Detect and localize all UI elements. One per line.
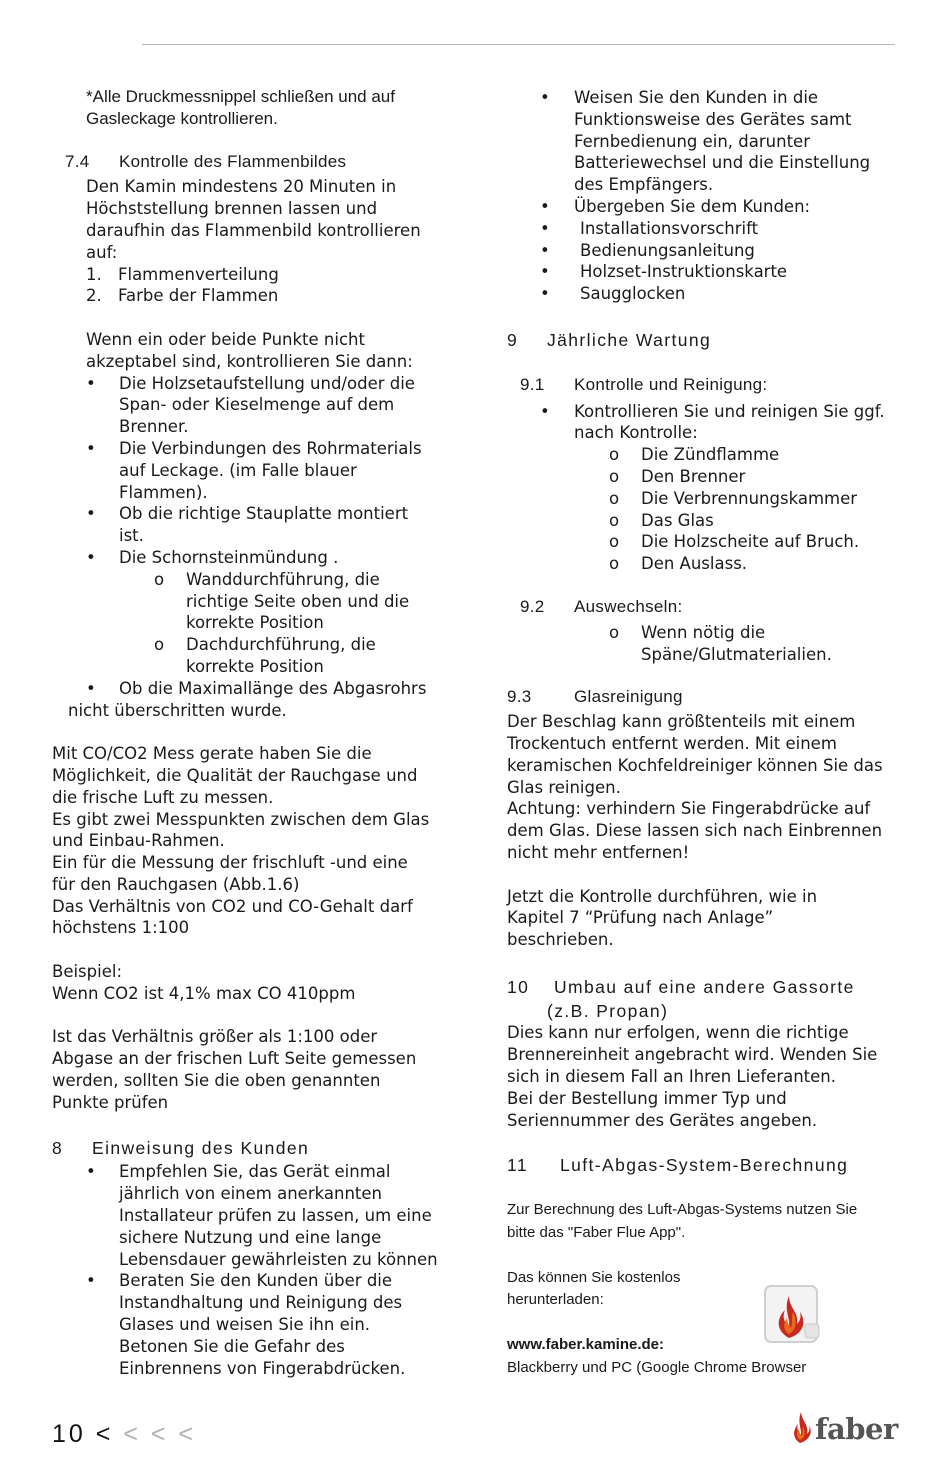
- text-line: Glases und weisen Sie ihn ein.: [119, 1315, 371, 1335]
- text-line: Übergeben Sie dem Kunden:: [574, 196, 811, 216]
- text-line: Den Kamin mindestens 20 Minuten in: [86, 177, 397, 197]
- section-title: Kontrolle des Flammenbildes: [119, 151, 347, 171]
- circle-bullet-icon: o: [609, 622, 620, 642]
- text-line: herunterladen:: [507, 1291, 604, 1309]
- text-line: Flammen).: [119, 482, 208, 502]
- download-paragraph: [507, 1267, 907, 1312]
- website-line: [507, 1334, 907, 1357]
- text-line: Ob die Maximallänge des Abgasrohrs: [119, 678, 427, 698]
- text-line: Abgase an der frischen Luft Seite gemessen: [52, 1049, 417, 1069]
- text-line: Ob die richtige Stauplatte montiert: [119, 504, 409, 524]
- list-item: [86, 438, 452, 503]
- circle-bullet-icon: o: [609, 466, 620, 486]
- s8-bullet-list: [86, 1161, 452, 1379]
- bullet-icon: •: [540, 240, 550, 260]
- text-line: sichere Nutzung und eine lange: [119, 1227, 382, 1247]
- item-number: 2.: [86, 286, 102, 306]
- list-item: [154, 569, 452, 634]
- text-line: Die Holzscheite auf Bruch.: [641, 532, 860, 552]
- text-line: Das Glas: [641, 510, 714, 530]
- text-line: Mit CO/CO2 Mess gerate haben Sie die: [52, 744, 372, 764]
- text-line: Einbrennens von Fingerabdrücken.: [119, 1358, 406, 1378]
- circle-bullet-icon: o: [609, 510, 620, 530]
- gas-conversion-paragraph: [507, 1022, 907, 1131]
- list-item: [86, 373, 452, 438]
- text-line: die frische Luft zu messen.: [52, 787, 274, 807]
- item-number: 1.: [86, 264, 102, 284]
- text-line: nach Kontrolle:: [574, 423, 698, 443]
- section-number: 8: [52, 1137, 64, 1158]
- text-line: sich in diesem Fall an Ihren Lieferanten.: [507, 1067, 836, 1087]
- text-line: jährlich von einem anerkannten: [119, 1184, 382, 1204]
- bullet-icon: •: [540, 218, 550, 238]
- s74-bullet-list: [86, 373, 452, 569]
- customer-bullet-list: [540, 87, 907, 305]
- list-item: [86, 503, 452, 547]
- text-line: Bedienungsanleitung: [580, 240, 755, 260]
- section-title: Umbau auf eine andere Gassorte: [554, 976, 855, 997]
- section-11-heading: [507, 1155, 907, 1177]
- text-line: Installateur prüfen zu lassen, um eine: [119, 1206, 432, 1226]
- bullet-icon: •: [86, 1271, 96, 1291]
- ratio-paragraph: [52, 1026, 452, 1113]
- list-item: [609, 510, 907, 532]
- section-title: Luft-Abgas-System-Berechnung: [560, 1155, 849, 1176]
- text-line: korrekte Position: [186, 613, 324, 633]
- circle-bullet-icon: o: [154, 569, 165, 589]
- text-line: beschrieben.: [507, 930, 614, 950]
- platform-line: Blackberry und PC (Google Chrome Browser: [507, 1358, 807, 1376]
- text-line: höchstens 1:100: [52, 918, 190, 938]
- list-item: [609, 488, 907, 510]
- list-item: [86, 1161, 452, 1270]
- list-item: [540, 283, 907, 305]
- bullet-icon: •: [540, 196, 550, 216]
- text-line: Die Holzsetaufstellung und/oder die: [119, 373, 415, 393]
- list-item: [540, 196, 907, 218]
- text-line: Das können Sie kostenlos: [507, 1268, 681, 1286]
- text-line: Lebensdauer gewährleisten zu können: [119, 1249, 438, 1269]
- faber-logo: [790, 1410, 898, 1448]
- text-line: Batteriewechsel und die Einstellung: [574, 153, 871, 173]
- text-line: Saugglocken: [580, 284, 686, 304]
- section-number: 9.3: [507, 687, 532, 707]
- section-title: Kontrolle und Reinigung:: [574, 374, 768, 394]
- section-number: 7.4: [65, 151, 90, 171]
- text-line: Kapitel 7 “Prüfung nach Anlage”: [507, 908, 774, 928]
- text-line: Späne/Glutmaterialien.: [641, 644, 832, 664]
- list-item: [540, 218, 907, 240]
- text-line: ist.: [119, 526, 144, 546]
- section-9-heading: [507, 330, 907, 352]
- bullet-icon: •: [86, 678, 96, 698]
- text-line: daraufhin das Flammenbild kontrollieren: [86, 220, 421, 240]
- text-line: für den Rauchgasen (Abb.1.6): [52, 874, 300, 894]
- list-item: [540, 401, 907, 445]
- text-line: Möglichkeit, die Qualität der Rauchgase und: [52, 765, 418, 785]
- text-line: korrekte Position: [186, 656, 324, 676]
- section-number: 10: [507, 976, 530, 997]
- ordered-item: [86, 264, 452, 286]
- text-line: Höchststellung brennen lassen und: [86, 199, 378, 219]
- text-line: keramischen Kochfeldreiniger können Sie das: [507, 755, 883, 775]
- list-item: [86, 678, 452, 700]
- text-line: des Empfängers.: [574, 175, 714, 195]
- circle-bullet-icon: o: [154, 635, 165, 655]
- section-title: Auswechseln:: [574, 596, 683, 616]
- glass-cleaning-paragraph: [507, 711, 907, 864]
- s91-bullet-list: [540, 401, 907, 445]
- section-10-heading: [507, 977, 907, 999]
- text-line: Beraten Sie den Kunden über die: [119, 1271, 393, 1291]
- check-paragraph: [507, 886, 907, 951]
- flue-app-paragraph: [507, 1199, 907, 1244]
- section-number: 9: [507, 329, 519, 350]
- text-line: Trockentuch entfernt werden. Mit einem: [507, 733, 837, 753]
- faber-flue-app-icon[interactable]: [759, 1284, 823, 1344]
- text-line: Dachdurchführung, die: [186, 635, 376, 655]
- section-title-continued: (z.B. Propan): [547, 1000, 669, 1021]
- text-line: Die Verbrennungskammer: [641, 488, 858, 508]
- circle-bullet-icon: o: [609, 488, 620, 508]
- bullet-icon: •: [540, 88, 550, 107]
- text-line: Holzset-Instruktionskarte: [580, 262, 788, 282]
- text-line: akzeptabel sind, kontrollieren Sie dann:: [86, 351, 413, 371]
- list-item: [609, 444, 907, 466]
- section-8-heading: [52, 1138, 452, 1160]
- text-line: Bei der Bestellung immer Typ und: [507, 1088, 787, 1108]
- section-number: 9.1: [520, 374, 545, 394]
- text-line: Wenn nötig die: [641, 622, 766, 642]
- s92-sub-list: [609, 622, 907, 666]
- text-line: Installationsvorschrift: [580, 218, 759, 238]
- list-item: [86, 547, 452, 569]
- ordered-item: [86, 285, 452, 307]
- text-line: Span- oder Kieselmenge auf dem: [119, 395, 395, 415]
- text-line: Ist das Verhältnis größer als 1:100 oder: [52, 1027, 378, 1047]
- section-number: 11: [507, 1155, 528, 1176]
- text-line: Punkte prüfen: [52, 1092, 169, 1112]
- text-line: Brennereinheit angebracht wird. Wenden Sie: [507, 1045, 878, 1065]
- text-line: Fernbedienung ein, darunter: [574, 131, 810, 151]
- bullet-icon: •: [540, 401, 550, 421]
- header-rule: [142, 44, 895, 45]
- text-line: und Einbau-Rahmen.: [52, 831, 225, 851]
- text-line: Zur Berechnung des Luft-Abgas-Systems nutzen Sie: [507, 1201, 858, 1219]
- text-line: Es gibt zwei Messpunkten zwischen dem Glas: [52, 809, 430, 829]
- text-line: Betonen Sie die Gefahr des: [119, 1336, 345, 1356]
- text-line: Kontrollieren Sie und reinigen Sie ggf.: [574, 401, 885, 421]
- text-line: Dies kann nur erfolgen, wenn die richtige: [507, 1023, 849, 1043]
- text-line: bitte das "Faber Flue App".: [507, 1223, 686, 1241]
- example-label: Beispiel:: [52, 962, 123, 982]
- text-line: Empfehlen Sie, das Gerät einmal: [119, 1162, 391, 1182]
- co-measurement-paragraph: [52, 743, 452, 939]
- text-line: Das Verhältnis von CO2 und CO-Gehalt darf: [52, 896, 413, 916]
- section-number: 9.2: [520, 596, 545, 616]
- intro-line: Gasleckage kontrollieren.: [86, 108, 278, 128]
- section-9-2-heading: [520, 596, 907, 618]
- bullet-icon: •: [86, 438, 96, 458]
- text-line: richtige Seite oben und die: [186, 591, 410, 611]
- item-text: Farbe der Flammen: [118, 286, 279, 306]
- text-line: Seriennummer des Gerätes angeben.: [507, 1110, 818, 1130]
- text-line: Den Auslass.: [641, 554, 748, 574]
- arrow-dark: <: [95, 1420, 114, 1448]
- text-line: auf:: [86, 242, 118, 262]
- website-link[interactable]: www.faber.kamine.de: [507, 1336, 659, 1354]
- text-line: Weisen Sie den Kunden in die: [574, 88, 819, 107]
- text-line: nicht mehr entfernen!: [507, 842, 690, 862]
- text-line: Brenner.: [119, 417, 189, 437]
- section-7-4-heading: [65, 151, 452, 173]
- right-column: [507, 87, 907, 1379]
- s74-sub-list: [154, 569, 452, 678]
- circle-bullet-icon: o: [609, 554, 620, 574]
- bullet-icon: •: [86, 504, 96, 524]
- s91-sub-list: [609, 444, 907, 575]
- intro-line: *Alle Druckmessnippel schließen und auf: [86, 87, 395, 106]
- text-line: Wenn ein oder beide Punkte nicht: [86, 329, 365, 349]
- item-text: Flammenverteilung: [118, 264, 279, 284]
- faber-flame-logo-icon: [790, 1410, 812, 1448]
- text-line: Jetzt die Kontrolle durchführen, wie in: [507, 886, 818, 906]
- arrows-light: < < <: [123, 1420, 197, 1448]
- left-column: [52, 86, 452, 1379]
- list-item: [154, 634, 452, 678]
- text-line: Glas reinigen.: [507, 777, 621, 797]
- text-line: Die Verbindungen des Rohrmaterials: [119, 438, 422, 458]
- circle-bullet-icon: o: [609, 532, 620, 552]
- text-line: Funktionsweise des Gerätes samt: [574, 109, 852, 129]
- text-line: dem Glas. Diese lassen sich nach Einbrennen: [507, 821, 883, 841]
- list-item: [609, 622, 907, 666]
- bullet-icon: •: [540, 284, 550, 304]
- text-line: Ein für die Messung der frischluft -und eine: [52, 853, 408, 873]
- text-line: werden, sollten Sie die oben genannten: [52, 1071, 381, 1091]
- list-item: [609, 466, 907, 488]
- section-9-3-heading: [507, 686, 907, 708]
- text-line: Wanddurchführung, die: [186, 569, 380, 589]
- list-item: [540, 261, 907, 283]
- colon: :: [659, 1336, 664, 1354]
- logo-wordmark: faber: [815, 1412, 898, 1446]
- text-line: auf Leckage. (im Falle blauer: [119, 460, 357, 480]
- bullet-icon: •: [86, 547, 96, 567]
- text-line: Achtung: verhindern Sie Fingerabdrücke auf: [507, 799, 871, 819]
- section-title: Einweisung des Kunden: [92, 1137, 310, 1158]
- list-item: [609, 553, 907, 575]
- text-line: Der Beschlag kann größtenteils mit einem: [507, 712, 856, 732]
- section-title: Glasreinigung: [574, 687, 683, 707]
- section-9-1-heading: [520, 374, 907, 396]
- list-item: [86, 1270, 452, 1379]
- list-item: [540, 87, 907, 196]
- section-title: Jährliche Wartung: [547, 329, 712, 350]
- bullet-icon: •: [86, 1162, 96, 1182]
- text-line: Die Zündflamme: [641, 445, 780, 465]
- text-line: Instandhaltung und Reinigung des: [119, 1293, 403, 1313]
- bullet-icon: •: [540, 262, 550, 282]
- example-text: Wenn CO2 ist 4,1% max CO 410ppm: [52, 983, 356, 1003]
- s74-paragraph: [86, 176, 452, 372]
- bullet-icon: •: [86, 373, 96, 393]
- circle-bullet-icon: o: [609, 445, 620, 465]
- page-number: [52, 1420, 196, 1449]
- list-item: [609, 531, 907, 553]
- page-number-value: 10: [52, 1420, 86, 1448]
- text-line: nicht überschritten wurde.: [68, 700, 287, 720]
- list-item: [540, 240, 907, 262]
- text-line: Den Brenner: [641, 466, 746, 486]
- text-line: Die Schornsteinmündung .: [119, 547, 339, 567]
